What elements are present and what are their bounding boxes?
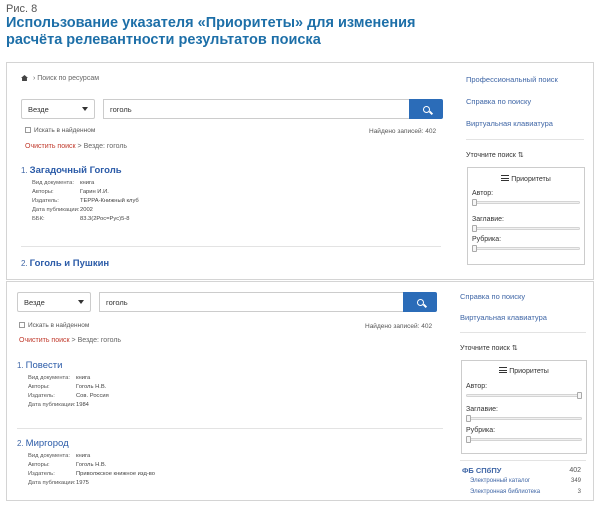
search-input-value: гоголь [106, 297, 128, 307]
scope-select[interactable] [21, 99, 95, 119]
slider-handle[interactable] [466, 436, 471, 443]
facet-item-catalog[interactable]: Электронный каталог [470, 478, 531, 484]
result-number: 1. [21, 166, 28, 175]
meta-key: Дата публикации: [28, 480, 76, 486]
result-meta [28, 452, 155, 488]
meta-value: Гарин И.И. [80, 189, 109, 195]
slider-handle[interactable] [577, 392, 582, 399]
meta-value: книга [80, 180, 95, 186]
filter-crumbs-separator: > [71, 337, 76, 344]
result-item [17, 360, 109, 410]
filter-crumbs-query: Везде: гоголь [77, 337, 122, 344]
search-within-checkbox[interactable] [25, 127, 31, 133]
sort-icon: ⇅ [517, 152, 524, 159]
virtual-keyboard-link[interactable]: Виртуальная клавиатура [466, 119, 553, 128]
figure-title [6, 15, 506, 49]
refine-search [466, 151, 524, 159]
result-number: 2. [17, 439, 24, 448]
meta-key: Авторы: [28, 384, 50, 390]
priorities-header [468, 175, 584, 183]
search-help-link[interactable]: Справка по поиску [466, 97, 532, 106]
result-title[interactable] [17, 360, 109, 371]
author-priority-slider[interactable] [472, 201, 580, 204]
home-icon[interactable] [21, 75, 28, 81]
figure-title-line-1: Использование указателя «Приоритеты» для изменения [6, 15, 416, 31]
result-meta [32, 179, 139, 224]
result-title-text: Повести [25, 360, 63, 371]
breadcrumb-item[interactable]: Поиск по ресурсам [37, 75, 100, 82]
sliders-icon [501, 175, 509, 181]
search-icon [423, 106, 430, 113]
priorities-header [462, 367, 586, 375]
refine-search-label: Уточните поиск [466, 152, 516, 159]
meta-value: Гоголь Н.В. [76, 384, 107, 390]
meta-row [32, 188, 139, 197]
result-number: 2. [21, 259, 28, 268]
search-input[interactable] [99, 292, 403, 312]
slider-handle[interactable] [472, 199, 477, 206]
meta-row [28, 383, 109, 392]
priorities-panel [461, 360, 587, 454]
search-within-checkbox[interactable] [19, 322, 25, 328]
rubric-priority-label: Рубрика: [472, 236, 502, 243]
scope-select[interactable] [17, 292, 91, 312]
scope-select-value: Везде [24, 297, 45, 307]
rubric-priority-slider[interactable] [466, 438, 582, 441]
divider [460, 460, 586, 461]
meta-row [28, 401, 109, 410]
result-title-part-1: Загадочный [29, 165, 90, 176]
result-title-part-1: Гоголь [29, 258, 62, 269]
meta-row [28, 461, 155, 470]
meta-row [28, 479, 155, 488]
meta-value: 1984 [76, 402, 89, 408]
facet-group-count: 402 [569, 467, 581, 474]
result-meta [28, 374, 109, 410]
meta-row [32, 215, 139, 224]
clear-search-link[interactable]: Очистить поиск [19, 337, 70, 344]
filter-crumbs-query: Везде: гоголь [83, 143, 128, 150]
meta-value: 2002 [80, 207, 93, 213]
meta-row [32, 197, 139, 206]
found-count: Найдено записей: 402 [369, 128, 437, 135]
result-title-part-2: и Пушкин [61, 258, 110, 269]
rubric-priority-slider[interactable] [472, 247, 580, 250]
search-within-option[interactable] [25, 127, 95, 134]
rubric-priority-label: Рубрика: [466, 427, 496, 434]
figure-caption: Рис. 8 [6, 3, 38, 15]
divider [21, 246, 441, 247]
filter-crumbs [25, 143, 127, 150]
slider-handle[interactable] [466, 415, 471, 422]
meta-value: Гоголь Н.В. [76, 462, 107, 468]
sort-icon: ⇅ [511, 345, 518, 352]
priorities-panel [467, 167, 585, 265]
meta-row [28, 452, 155, 461]
meta-value: Сов. Россия [76, 393, 109, 399]
meta-row [28, 470, 155, 479]
meta-key: Авторы: [28, 462, 50, 468]
meta-value: книга [76, 375, 91, 381]
breadcrumb-separator: › [32, 75, 36, 82]
meta-value: Приволжское книжное изд-во [76, 471, 155, 477]
priorities-title: Приоритеты [511, 176, 551, 183]
clear-search-link[interactable]: Очистить поиск [25, 143, 76, 150]
slider-handle[interactable] [472, 245, 477, 252]
result-number: 1. [17, 361, 24, 370]
result-title[interactable] [21, 165, 139, 176]
author-priority-label: Автор: [472, 190, 494, 197]
meta-key: Вид документа: [28, 375, 70, 381]
title-priority-label: Заглавие: [466, 406, 498, 413]
search-input[interactable] [103, 99, 409, 119]
chevron-down-icon [78, 300, 84, 304]
result-title-text: Миргород [25, 438, 69, 449]
filter-crumbs-separator: > [77, 143, 82, 150]
meta-value: 1975 [76, 480, 89, 486]
divider [17, 428, 443, 429]
refine-search [460, 344, 518, 352]
meta-key: Издатель: [28, 393, 55, 399]
search-within-label: Искать в найденном [34, 127, 96, 134]
meta-row [32, 179, 139, 188]
result-title[interactable] [17, 438, 155, 449]
scope-select-value: Везде [28, 104, 49, 114]
meta-value: книга [76, 453, 91, 459]
breadcrumb [21, 75, 99, 82]
divider [460, 332, 586, 333]
author-priority-label: Автор: [466, 383, 488, 390]
facet-item-library[interactable]: Электронная библиотека [470, 489, 541, 495]
meta-value: 83.3(2Рос=Рус)5-8 [80, 216, 130, 222]
slider-handle[interactable] [472, 225, 477, 232]
search-input-value: гоголь [110, 104, 132, 114]
figure-title-line-2: расчёта релевантности результатов поиска [6, 32, 321, 48]
pro-search-link[interactable]: Профессиональный поиск [466, 75, 558, 84]
title-priority-slider[interactable] [472, 227, 580, 230]
author-priority-slider[interactable] [466, 394, 582, 397]
meta-key: Авторы: [32, 189, 54, 195]
facet-item-count: 349 [570, 478, 581, 484]
filter-crumbs [19, 337, 121, 344]
meta-row [28, 392, 109, 401]
title-priority-label: Заглавие: [472, 216, 504, 223]
meta-row [28, 374, 109, 383]
priorities-title: Приоритеты [509, 368, 549, 375]
search-button[interactable] [409, 99, 443, 119]
meta-value: ТЕРРА-Книжный клуб [80, 198, 139, 204]
result-item [21, 165, 139, 224]
meta-key: Дата публикации: [28, 402, 76, 408]
facet-item-count: 3 [577, 489, 581, 495]
meta-key: Вид документа: [32, 180, 74, 186]
meta-key: Издатель: [32, 198, 59, 204]
sliders-icon [499, 367, 507, 373]
screenshot-2 [6, 281, 594, 501]
found-count: Найдено записей: 402 [365, 323, 433, 330]
result-title-part-2: Гоголь [89, 165, 122, 176]
screenshot-1 [6, 62, 594, 280]
search-button[interactable] [403, 292, 437, 312]
facet-group-title[interactable]: ФБ СПбПУ [462, 466, 502, 475]
divider [466, 139, 584, 140]
title-priority-slider[interactable] [466, 417, 582, 420]
search-within-option[interactable] [19, 322, 89, 329]
refine-search-label: Уточните поиск [460, 345, 510, 352]
meta-key: ББК: [32, 216, 45, 222]
result-item [17, 438, 155, 488]
meta-key: Вид документа: [28, 453, 70, 459]
search-help-link[interactable]: Справка по поиску [460, 292, 526, 301]
chevron-down-icon [82, 107, 88, 111]
meta-key: Издатель: [28, 471, 55, 477]
search-icon [417, 299, 424, 306]
virtual-keyboard-link[interactable]: Виртуальная клавиатура [460, 313, 547, 322]
search-within-label: Искать в найденном [28, 322, 90, 329]
result-title[interactable] [21, 258, 109, 269]
meta-key: Дата публикации: [32, 207, 80, 213]
meta-row [32, 206, 139, 215]
